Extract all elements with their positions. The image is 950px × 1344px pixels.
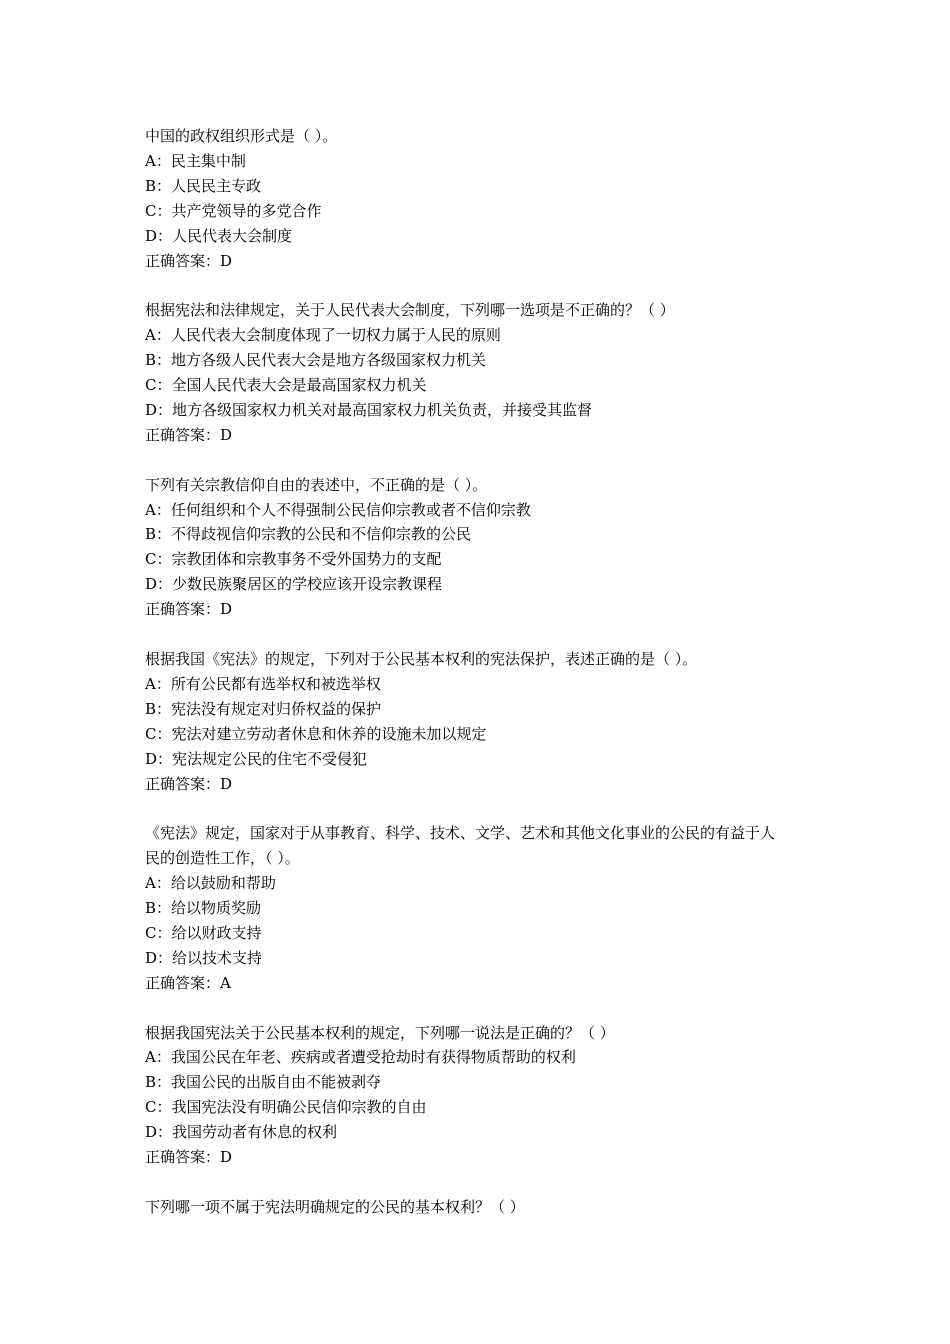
question-stem: 根据宪法和法律规定，关于人民代表大会制度，下列哪一选项是不正确的？（ ） <box>145 301 675 320</box>
option-d: D：人民代表大会制度 <box>145 226 293 245</box>
option-a: A：人民代表大会制度体现了一切权力属于人民的原则 <box>145 326 501 345</box>
question-block <box>145 647 815 796</box>
option-c: C：宗教团体和宗教事务不受外国势力的支配 <box>145 550 442 569</box>
question-block <box>145 473 815 622</box>
answer-line: 正确答案：D <box>145 425 233 444</box>
option-b: B：地方各级人民代表大会是地方各级国家权力机关 <box>145 351 487 370</box>
option-d: D：给以技术支持 <box>145 948 263 967</box>
question-stem-continued: 民的创造性工作，（ ）。 <box>145 849 300 868</box>
option-c: C：我国宪法没有明确公民信仰宗教的自由 <box>145 1098 427 1117</box>
answer-line: 正确答案：D <box>145 600 233 619</box>
option-a: A：任何组织和个人不得强制公民信仰宗教或者不信仰宗教 <box>145 500 531 519</box>
option-b: B：宪法没有规定对归侨权益的保护 <box>145 699 382 718</box>
question-stem: 根据我国宪法关于公民基本权利的规定，下列哪一说法是正确的？（ ） <box>145 1023 615 1042</box>
answer-line: 正确答案：D <box>145 774 233 793</box>
option-c: C：全国人民代表大会是最高国家权力机关 <box>145 376 427 395</box>
question-block <box>145 1195 815 1220</box>
option-a: A：所有公民都有选举权和被选举权 <box>145 674 381 693</box>
option-b: B：给以物质奖励 <box>145 899 262 918</box>
option-d: D：我国劳动者有休息的权利 <box>145 1123 338 1142</box>
question-block <box>145 1021 815 1170</box>
question-stem: 《宪法》规定，国家对于从事教育、科学、技术、文学、艺术和其他文化事业的公民的有益于人 <box>145 824 776 843</box>
option-a: A：民主集中制 <box>145 151 246 170</box>
option-b: B：人民民主专政 <box>145 176 262 195</box>
option-b: B：我国公民的出版自由不能被剥夺 <box>145 1073 382 1092</box>
question-block <box>145 298 815 447</box>
option-c: C：共产党领导的多党合作 <box>145 201 322 220</box>
question-block <box>145 821 815 995</box>
answer-line: 正确答案：D <box>145 251 233 270</box>
question-stem: 中国的政权组织形式是（ ）。 <box>145 127 338 145</box>
option-d: D：地方各级国家权力机关对最高国家权力机关负责，并接受其监督 <box>145 400 593 419</box>
option-a: A：给以鼓励和帮助 <box>145 874 276 893</box>
answer-line: 正确答案：D <box>145 1148 233 1167</box>
option-a: A：我国公民在年老、疾病或者遭受抢劫时有获得物质帮助的权利 <box>145 1048 576 1067</box>
option-c: C：给以财政支持 <box>145 923 262 942</box>
answer-line: 正确答案：A <box>145 973 231 992</box>
question-stem: 根据我国《宪法》的规定，下列对于公民基本权利的宪法保护，表述正确的是（ ）。 <box>145 649 698 668</box>
option-b: B：不得歧视信仰宗教的公民和不信仰宗教的公民 <box>145 525 472 544</box>
option-d: D：少数民族聚居区的学校应该开设宗教课程 <box>145 575 443 594</box>
option-c: C：宪法对建立劳动者休息和休养的设施未加以规定 <box>145 724 487 743</box>
question-stem: 下列哪一项不属于宪法明确规定的公民的基本权利？（ ） <box>145 1197 525 1216</box>
document-page <box>145 124 815 1245</box>
question-block <box>145 124 815 273</box>
question-stem: 下列有关宗教信仰自由的表述中，不正确的是（ ）。 <box>145 475 488 494</box>
option-d: D：宪法规定公民的住宅不受侵犯 <box>145 749 368 768</box>
